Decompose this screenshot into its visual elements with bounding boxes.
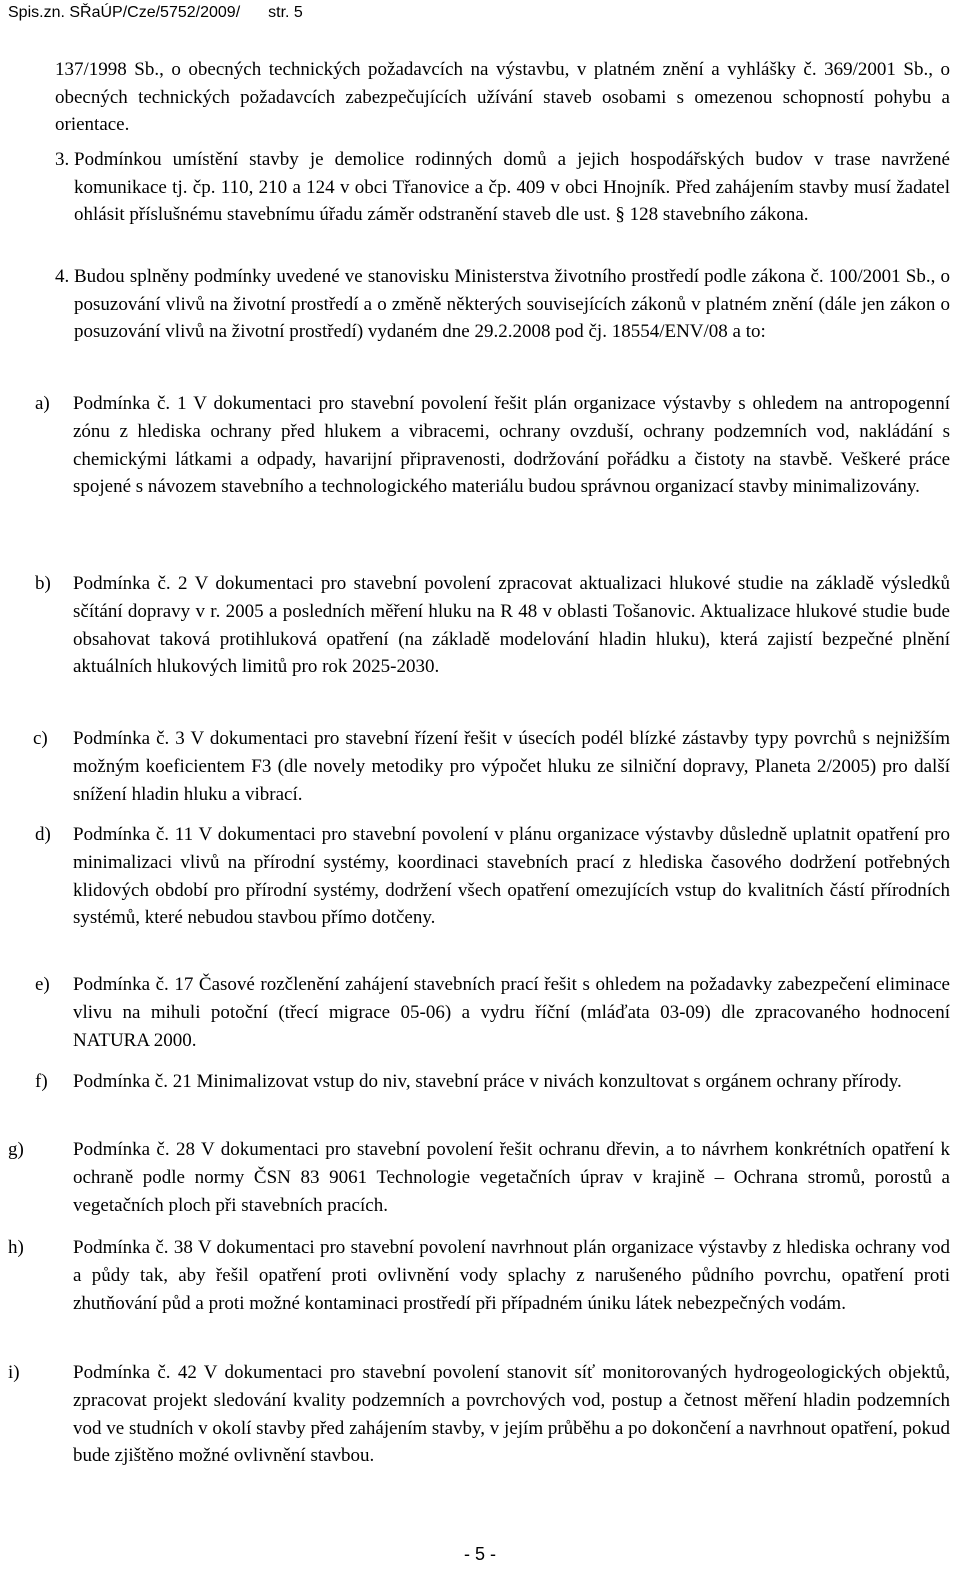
condition-text: Podmínka č. 2 V dokumentaci pro stavební povolení zpracovat aktualizaci hlukové studie na základě výsledků sčítání dopravy v r. 2005 a posledních měření hluku na R 48 v oblasti Tošanovic. Aktualizace hlukové studie bude obsahovat taková protihluková opatření (na základě modelování hladin hluku), která zajistí bezpečné plnění aktuálních hlukových limitů pro rok 2025-2030. <box>73 573 950 678</box>
condition-text: Podmínka č. 1 V dokumentaci pro stavební povolení řešit plán organizace výstavby s ohledem na antropogenní zónu z hlediska ochrany před hlukem a vibracemi, ochrany ovzduší, ochrany podzemních vod, nakládání s chemickými látkami a odpady, havarijní připravenosti, dodržování pořádku a čistoty na stavbě. Veškeré práce spojené s návozem stavebního a technologického materiálu budou správnou organizací stavby minimalizovány. <box>73 393 950 498</box>
page-footer: - 5 - <box>463 1544 496 1564</box>
item-text: Podmínkou umístění stavby je demolice rodinných domů a jejich hospodářských budov v trase navržené komunikace tj. čp. 110, 210 a 124 v obci Třanovice a čp. 409 v obci Hnojník. Před zahájením stavby musí žadatel ohlásit příslušnému stavebnímu úřadu záměr odstranění staveb dle ust. § 128 stavebního zákona. <box>74 149 950 225</box>
condition-text: Podmínka č. 3 V dokumentaci pro stavební řízení řešit v úsecích podél blízké zástavby typy povrchů s nejnižším možným koeficientem F3 (dle novely metodiky pro výpočet hluku ze silniční dopravy, Planeta 2/2005) pro další snížení hladin hluku a vibrací. <box>73 728 950 805</box>
condition-text: Podmínka č. 42 V dokumentaci pro stavební povolení stanovit síť monitorovaných hydrogeologických objektů, zpracovat projekt sledování kvality podzemních a povrchových vod, postup a četnost měření hladin podzemních vod ve studních v okolí stavby před zahájením stavby, v jejím průběhu a po dokončení a navrhnout opatření, pokud bude zjištěno možné ovlivnění stavbou. <box>73 1362 950 1467</box>
condition-text: Podmínka č. 21 Minimalizovat vstup do niv, stavební práce v nivách konzultovat s orgánem ochrany přírody. <box>73 1071 902 1092</box>
item-number: 3. <box>55 149 70 170</box>
condition-label: h) <box>8 1237 24 1258</box>
condition-text: Podmínka č. 28 V dokumentaci pro stavební povolení řešit ochranu dřevin, a to návrhem konkrétních opatření k ochraně podle normy ČSN 83 9061 Technologie vegetačních úprav v krajině – Ochrana stromů, porostů a vegetačních ploch při stavebních pracích. <box>73 1139 950 1216</box>
item-text: Budou splněny podmínky uvedené ve stanovisku Ministerstva životního prostředí podle zákona č. 100/2001 Sb., o posuzování vlivů na životní prostředí a o změně některých souvisejících zákonů v platném znění (dále jen zákon o posuzování vlivů na životní prostředí) vydaném dne 29.2.2008 pod čj. 18554/ENV/08 a to: <box>74 266 950 342</box>
condition-label: a) <box>35 393 50 414</box>
condition-label: d) <box>35 824 51 845</box>
condition-label: b) <box>35 573 51 594</box>
condition-label: g) <box>8 1139 24 1160</box>
item-number: 4. <box>55 266 70 287</box>
condition-label: f) <box>35 1071 48 1092</box>
condition-label: c) <box>33 728 48 749</box>
condition-label: i) <box>8 1362 20 1383</box>
document-reference: Spis.zn. SŘaÚP/Cze/5752/2009/ <box>8 4 241 21</box>
condition-text: Podmínka č. 11 V dokumentaci pro stavební povolení v plánu organizace výstavby důsledně uplatnit opatření pro minimalizaci vlivů na přírodní systémy, koordinaci stavebních prací z hlediska časového dodržení potřebných klidových období pro přírodní systémy, dodržení všech opatření omezujících vstup do kvalitních částí přírodních systémů, které nebudou stavbou přímo dotčeny. <box>73 824 950 929</box>
intro-paragraph: 137/1998 Sb., o obecných technických požadavcích na výstavbu, v platném znění a vyhlášky č. 369/2001 Sb., o obecných technických požadavcích zabezpečujících užívání staveb osobami s omezenou schopností pohybu a orientace. <box>55 59 950 135</box>
condition-text: Podmínka č. 38 V dokumentaci pro stavební povolení navrhnout plán organizace výstavby z hlediska ochrany vod a půdy tak, aby řešil opatření proti ovlivnění vody splachy z narušeného půdního povrchu, opatření proti zhutňování půd a proti možné kontaminaci prostředí při případném úniku látek nebezpečných vodám. <box>73 1237 950 1314</box>
condition-text: Podmínka č. 17 Časové rozčlenění zahájení stavebních prací řešit s ohledem na požadavky zabezpečení eliminace vlivu na mihuli potoční (třecí migrace 05-06) a vydru říční (mláďata 03-09) dle zpracovaného hodnocení NATURA 2000. <box>73 974 950 1051</box>
page-header <box>8 2 303 24</box>
header-page-number: str. 5 <box>268 4 303 21</box>
condition-label: e) <box>35 974 50 995</box>
